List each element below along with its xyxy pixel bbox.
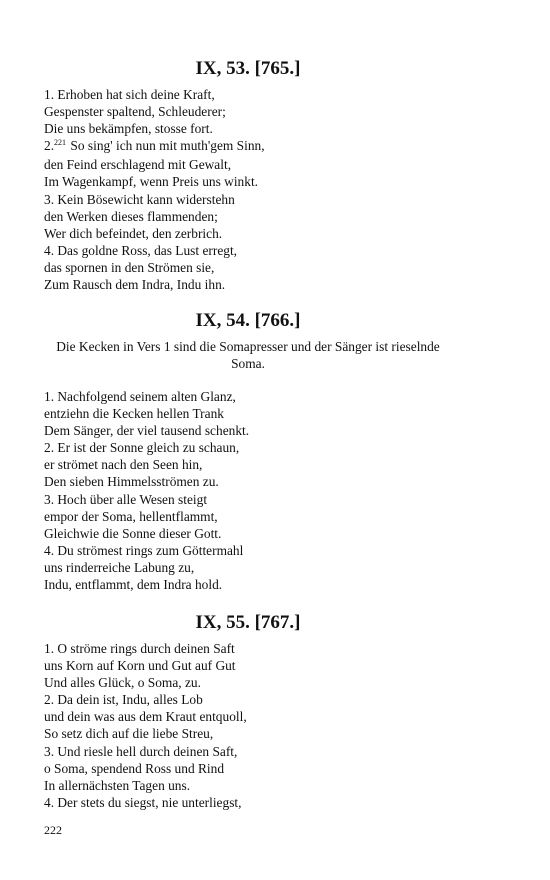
- verse-line: das spornen in den Strömen sie,: [44, 259, 215, 275]
- verse-line: den Feind erschlagend mit Gewalt,: [44, 157, 232, 173]
- verse-line: 2. Er ist der Sonne gleich zu schaun,: [44, 440, 240, 456]
- verse-line: Gleichwie die Sonne dieser Gott.: [44, 525, 222, 541]
- verse-line: uns rinderreiche Labung zu,: [44, 559, 195, 575]
- verse-line: Gespenster spaltend, Schleuderer;: [44, 104, 226, 120]
- verse-line: 1. Nachfolgend seinem alten Glanz,: [44, 389, 236, 404]
- verse-line: empor der Soma, hellentflammt,: [44, 508, 218, 524]
- verse-number: 2.: [44, 138, 55, 154]
- verse-line: den Werken dieses flammenden;: [44, 208, 218, 224]
- verse-line: uns Korn auf Korn und Gut auf Gut: [44, 658, 236, 674]
- verse-block-ix-55: [44, 640, 247, 811]
- verse-block-ix-54: [44, 388, 249, 593]
- verse-line: Und alles Glück, o Soma, zu.: [44, 675, 201, 691]
- verse-block-ix-53: [44, 86, 265, 293]
- verse-line: Die uns bekämpfen, stosse fort.: [44, 121, 213, 137]
- page-number: 222: [44, 823, 62, 837]
- verse-line: In allernächsten Tagen uns.: [44, 777, 191, 793]
- verse-line: 1. O ströme rings durch deinen Saft: [44, 641, 235, 656]
- verse-line: So setz dich auf die liebe Streu,: [44, 726, 214, 742]
- verse-line: 3. Kein Bösewicht kann widerstehn: [44, 191, 235, 207]
- verse-line: Den sieben Himmelsströmen zu.: [44, 474, 219, 490]
- verse-line: 3. Und riesle hell durch deinen Saft,: [44, 743, 238, 759]
- verse-line: o Soma, spendend Ross und Rind: [44, 760, 225, 776]
- verse-line: und dein was aus dem Kraut entquoll,: [44, 709, 247, 725]
- hymn-title-ix-54: IX, 54. [766.]: [195, 310, 301, 331]
- verse-line: Indu, entflammt, dem Indra hold.: [44, 577, 223, 593]
- verse-text: So sing' ich nun mit muth'gem Sinn,: [67, 138, 265, 154]
- footnote-marker[interactable]: 221: [54, 138, 67, 148]
- verse-line: 4. Du strömest rings zum Göttermahl: [44, 542, 244, 558]
- verse-line: Wer dich befeindet, den zerbrich.: [44, 225, 223, 241]
- hymn-title-ix-55: IX, 55. [767.]: [195, 612, 301, 633]
- verse-line: Dem Sänger, der viel tausend schenkt.: [44, 423, 250, 439]
- verse-line: 3. Hoch über alle Wesen steigt: [44, 491, 208, 507]
- verse-line: 4. Der stets du siegst, nie unterliegst,: [44, 794, 242, 810]
- verse-line: 2. Da dein ist, Indu, alles Lob: [44, 692, 203, 708]
- verse-line: 1. Erhoben hat sich deine Kraft,: [44, 87, 215, 102]
- verse-line: [44, 137, 265, 156]
- verse-line: entziehn die Kecken hellen Trank: [44, 406, 224, 422]
- hymn-title-ix-53: IX, 53. [765.]: [195, 58, 301, 79]
- verse-line: Im Wagenkampf, wenn Preis uns winkt.: [44, 174, 259, 190]
- verse-line: Zum Rausch dem Indra, Indu ihn.: [44, 277, 226, 293]
- verse-line: er strömet nach den Seen hin,: [44, 457, 203, 473]
- hymn-note: Die Kecken in Vers 1 sind die Somapresser und der Sänger ist rieselnde Soma.: [56, 339, 440, 371]
- verse-line: 4. Das goldne Ross, das Lust erregt,: [44, 242, 238, 258]
